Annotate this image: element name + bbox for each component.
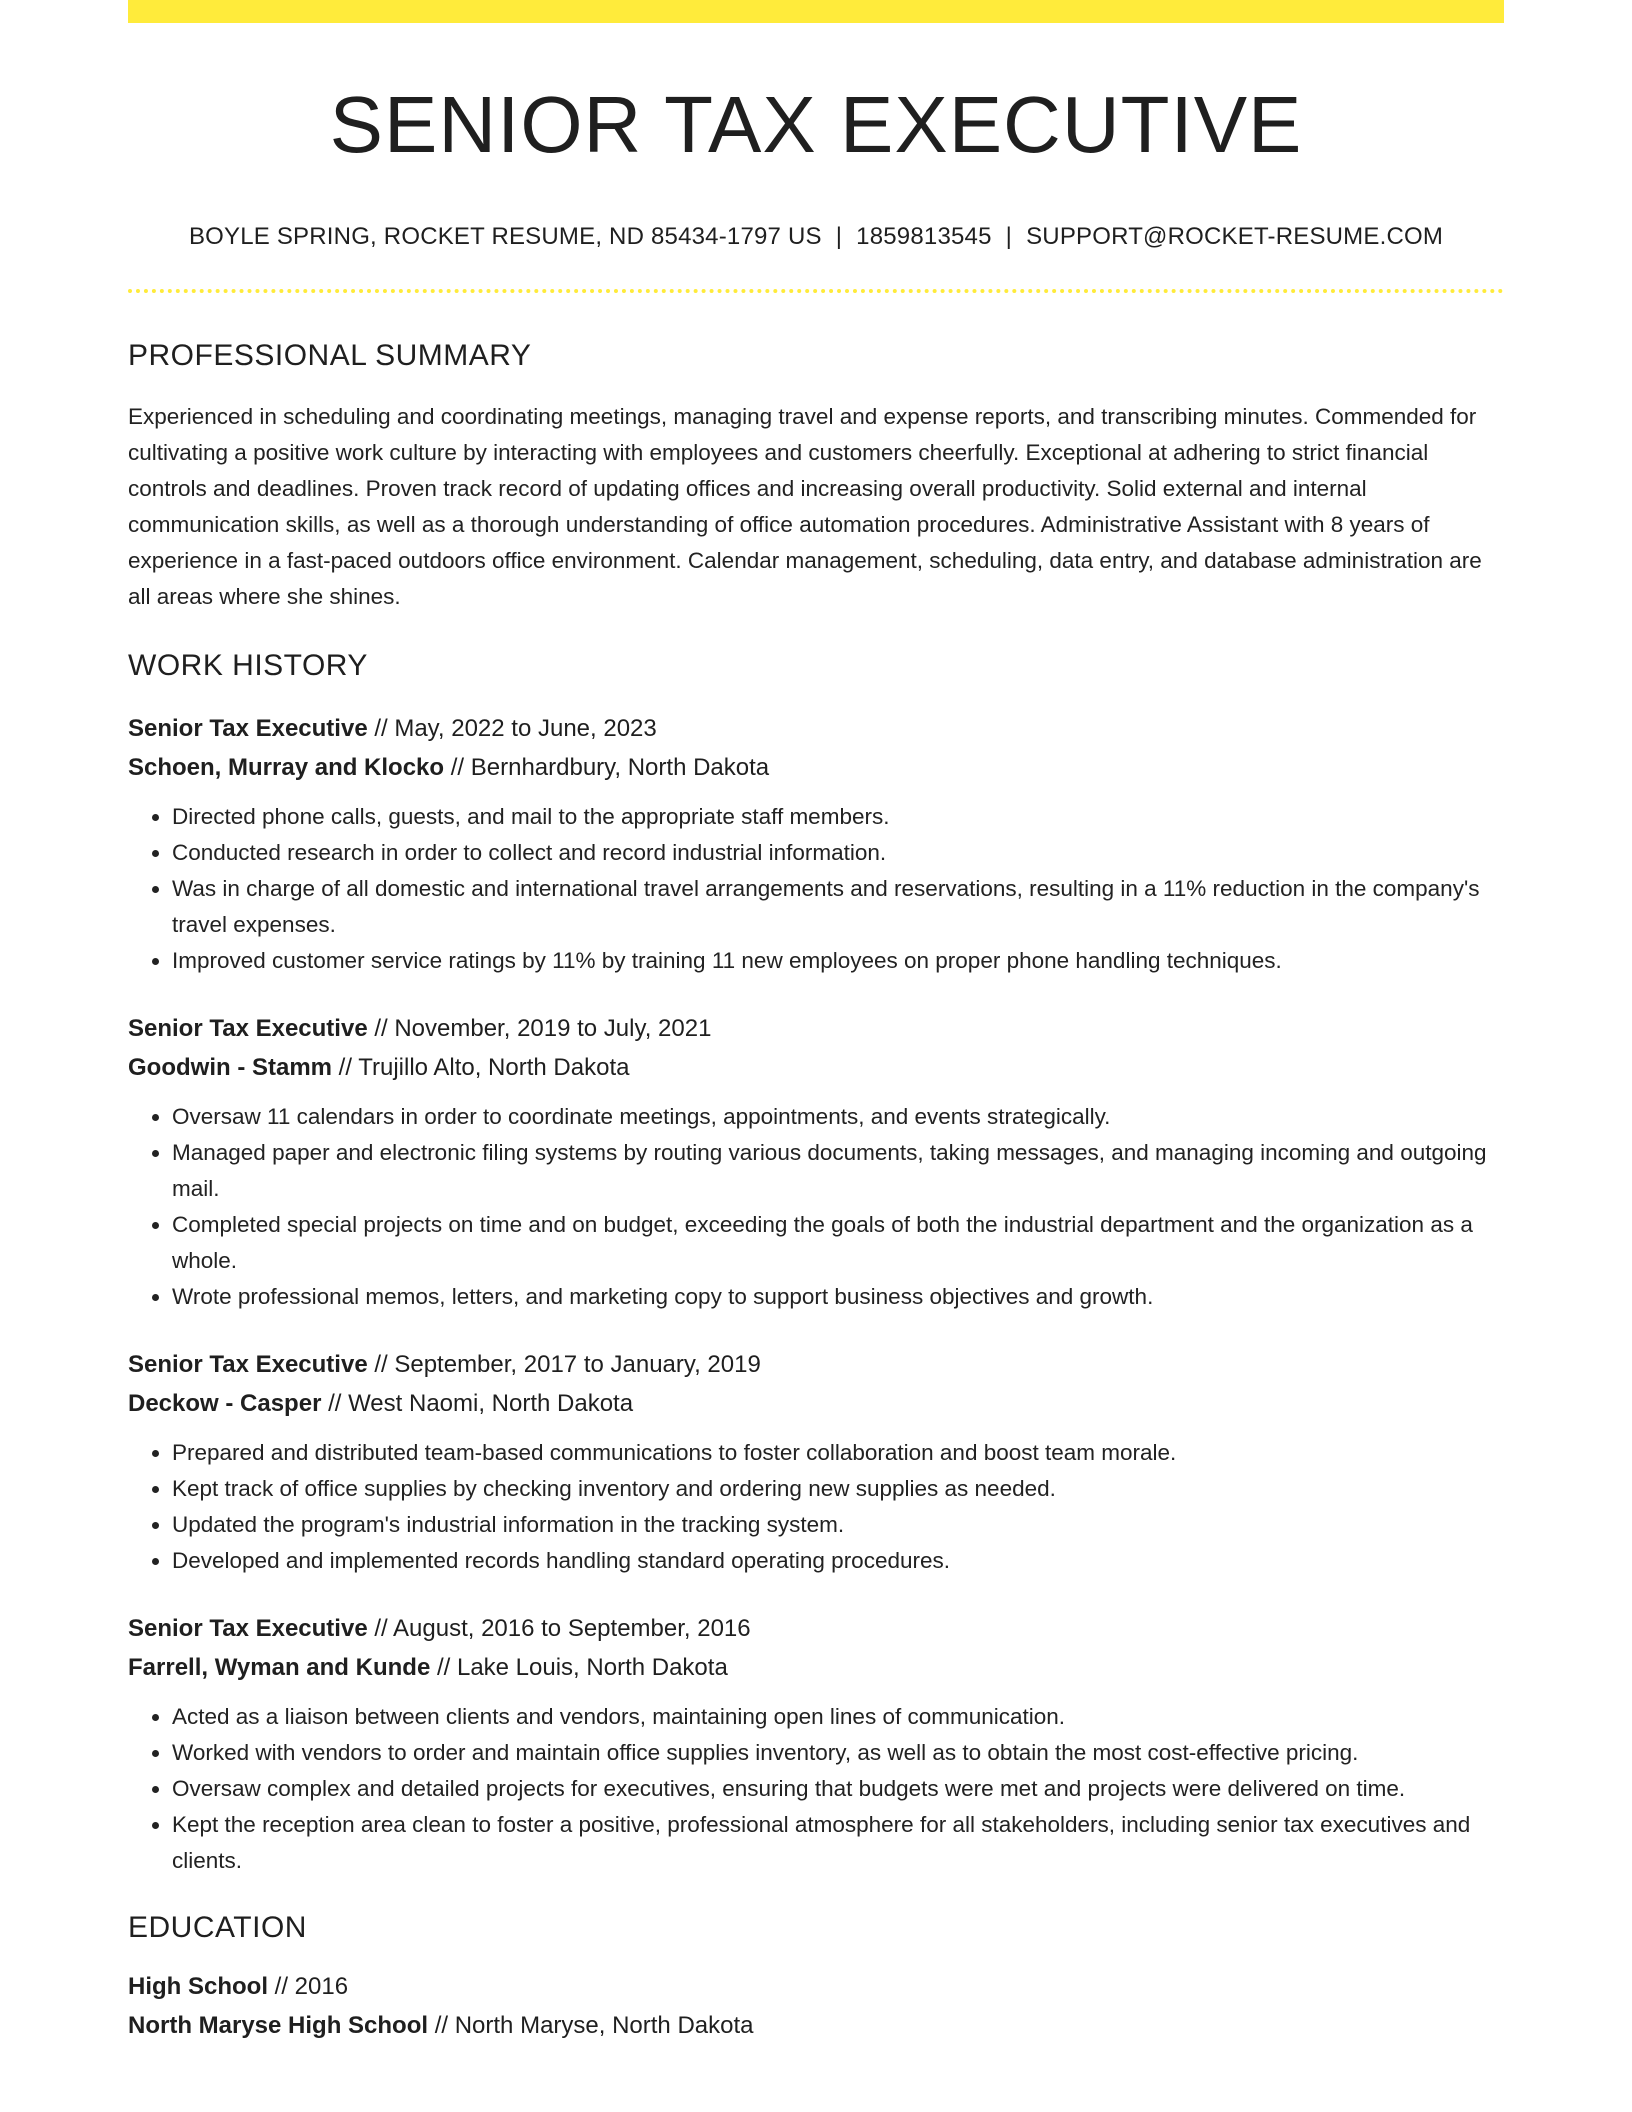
job-bullets bbox=[128, 1699, 1504, 1879]
education-entry bbox=[128, 1967, 1504, 2045]
job-location: // Trujillo Alto, North Dakota bbox=[332, 1054, 630, 1081]
job-dates: // November, 2019 to July, 2021 bbox=[367, 1015, 712, 1042]
job-bullet: • Oversaw 11 calendars in order to coordinate meetings, appointments, and events strategically. bbox=[172, 1099, 1504, 1135]
job-bullets bbox=[128, 1435, 1504, 1579]
job-role-line bbox=[128, 1609, 1504, 1648]
job-bullet: • Completed special projects on time and on budget, exceeding the goals of both the industrial department and the organization as a whole. bbox=[172, 1207, 1504, 1279]
job-bullet: • Updated the program's industrial information in the tracking system. bbox=[172, 1507, 1504, 1543]
job-company: Farrell, Wyman and Kunde bbox=[128, 1654, 431, 1681]
job-entry bbox=[128, 709, 1504, 979]
job-bullet: • Managed paper and electronic filing systems by routing various documents, taking messages, and managing incoming and outgoing mail. bbox=[172, 1135, 1504, 1207]
job-location: // Lake Louis, North Dakota bbox=[430, 1654, 728, 1681]
job-role-line bbox=[128, 709, 1504, 748]
job-role: Senior Tax Executive bbox=[128, 1015, 368, 1042]
contact-phone: 1859813545 bbox=[856, 223, 992, 250]
job-bullet: • Oversaw complex and detailed projects for executives, ensuring that budgets were met and projects were delivered on time. bbox=[172, 1771, 1504, 1807]
job-dates: // August, 2016 to September, 2016 bbox=[367, 1615, 751, 1642]
job-company: Deckow - Casper bbox=[128, 1390, 322, 1417]
job-role-line bbox=[128, 1345, 1504, 1384]
job-dates: // September, 2017 to January, 2019 bbox=[367, 1351, 761, 1378]
education-location: // North Maryse, North Dakota bbox=[428, 2012, 754, 2039]
contact-separator: | bbox=[835, 223, 843, 250]
job-role: Senior Tax Executive bbox=[128, 715, 368, 742]
section-title-summary: PROFESSIONAL SUMMARY bbox=[128, 339, 532, 372]
contact-line bbox=[128, 225, 1504, 249]
education-degree: High School bbox=[128, 1973, 268, 2000]
education-year: // 2016 bbox=[268, 1973, 349, 2000]
section-title-work-history: WORK HISTORY bbox=[128, 649, 368, 682]
contact-email: SUPPORT@ROCKET-RESUME.COM bbox=[1026, 223, 1444, 250]
job-bullet: • Was in charge of all domestic and international travel arrangements and reservations, resulting in a 11% reduction in the company's travel expenses. bbox=[172, 871, 1504, 943]
job-bullets bbox=[128, 799, 1504, 979]
job-role: Senior Tax Executive bbox=[128, 1615, 368, 1642]
job-bullet: • Prepared and distributed team-based communications to foster collaboration and boost team morale. bbox=[172, 1435, 1504, 1471]
section-title-education: EDUCATION bbox=[128, 1911, 307, 1944]
job-bullet: • Kept track of office supplies by checking inventory and ordering new supplies as needed. bbox=[172, 1471, 1504, 1507]
education-degree-line bbox=[128, 1967, 1504, 2006]
job-bullet: • Acted as a liaison between clients and vendors, maintaining open lines of communication. bbox=[172, 1699, 1504, 1735]
job-location: // West Naomi, North Dakota bbox=[321, 1390, 634, 1417]
job-company-line bbox=[128, 1384, 1504, 1423]
job-company: Schoen, Murray and Klocko bbox=[128, 754, 445, 781]
job-bullet: • Developed and implemented records handling standard operating procedures. bbox=[172, 1543, 1504, 1579]
work-history-list bbox=[128, 709, 1504, 1879]
job-location: // Bernhardbury, North Dakota bbox=[444, 754, 770, 781]
summary-text: Experienced in scheduling and coordinating meetings, managing travel and expense reports, and transcribing minutes. Commended for cultivating a positive work culture by interacting with employees and customers cheerfully. Exceptional at adhering to strict financial controls and deadlines. Proven track record of updating offices and increasing overall productivity. Solid external and internal communication skills, as well as a thorough understanding of office automation procedures. Administrative Assistant with 8 years of experience in a fast-paced outdoors office environment. Calendar management, scheduling, data entry, and database administration are all areas where she shines. bbox=[128, 404, 1482, 609]
job-entry bbox=[128, 1609, 1504, 1879]
job-bullets bbox=[128, 1099, 1504, 1315]
job-company: Goodwin - Stamm bbox=[128, 1054, 332, 1081]
job-company-line bbox=[128, 1648, 1504, 1687]
education-school-line bbox=[128, 2006, 1504, 2045]
job-entry bbox=[128, 1009, 1504, 1315]
resume-page bbox=[128, 0, 1504, 2112]
job-company-line bbox=[128, 1048, 1504, 1087]
resume-title: SENIOR TAX EXECUTIVE bbox=[329, 80, 1303, 169]
job-dates: // May, 2022 to June, 2023 bbox=[367, 715, 657, 742]
job-role: Senior Tax Executive bbox=[128, 1351, 368, 1378]
accent-bar bbox=[128, 0, 1504, 23]
contact-separator: | bbox=[1005, 223, 1013, 250]
job-bullet: • Conducted research in order to collect and record industrial information. bbox=[172, 835, 1504, 871]
education-school: North Maryse High School bbox=[128, 2012, 429, 2039]
job-bullet: • Wrote professional memos, letters, and marketing copy to support business objectives and growth. bbox=[172, 1279, 1504, 1315]
job-bullet: • Worked with vendors to order and maintain office supplies inventory, as well as to obtain the most cost-effective pricing. bbox=[172, 1735, 1504, 1771]
job-company-line bbox=[128, 748, 1504, 787]
job-bullet: • Directed phone calls, guests, and mail to the appropriate staff members. bbox=[172, 799, 1504, 835]
job-bullet: • Improved customer service ratings by 11% by training 11 new employees on proper phone handling techniques. bbox=[172, 943, 1504, 979]
job-entry bbox=[128, 1345, 1504, 1579]
job-bullet: • Kept the reception area clean to foster a positive, professional atmosphere for all stakeholders, including senior tax executives and clients. bbox=[172, 1807, 1504, 1879]
job-role-line bbox=[128, 1009, 1504, 1048]
dotted-divider bbox=[128, 289, 1504, 293]
contact-address: BOYLE SPRING, ROCKET RESUME, ND 85434-1797 US bbox=[188, 223, 822, 250]
